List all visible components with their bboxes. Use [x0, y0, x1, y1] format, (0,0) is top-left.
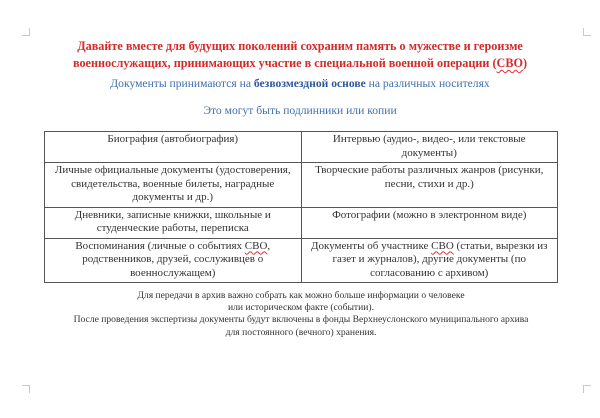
document-types-table [44, 131, 558, 283]
intro-emphasis: безвозмездной основе [253, 77, 366, 90]
table-row [45, 238, 558, 283]
footer-note [44, 290, 558, 339]
table-row [45, 163, 558, 208]
title-line-2-end: ) [522, 56, 528, 70]
intro-line-1-end: на различных носителях [365, 77, 490, 90]
table-cell-right: Фотографии (можно в электронном виде) [301, 207, 558, 238]
footer-line-4: для постоянного (вечного) хранения. [225, 326, 377, 338]
footer-line-1: Для передачи в архив важно собрать как можно больше информации о человеке [137, 290, 465, 301]
table-cell-right: Интервью (аудио-, видео-, или текстовые документы) [301, 132, 558, 163]
intro-line-2: Это могут быть подлинники или копии [203, 104, 397, 117]
table-cell-left: Дневники, записные книжки, школьные и студенческие работы, переписка [45, 207, 302, 238]
page-corner-mark-top-left [22, 28, 30, 36]
cell-text-end: , родственников, друзей, сослуживцев о военнослужащем) [82, 239, 271, 279]
title-line-1: Давайте вместе для будущих поколений сохраним память о мужестве и героизме [77, 39, 523, 53]
footer-line-2: или историческом факте (событии). [228, 302, 374, 314]
cell-abbr-svo[interactable]: СВО [244, 239, 268, 252]
table-cell-left: Биография (автобиография) [45, 132, 302, 163]
page-corner-mark-bottom-left [22, 385, 30, 393]
table-row [45, 132, 558, 163]
intro-line-1-start: Документы принимаются на [110, 77, 254, 90]
title-line-2-start: военнослужащих, принимающих участие в специальной военной операции ( [72, 56, 497, 70]
document-title [40, 38, 560, 72]
cell-text-end: (статьи, вырезки из газет и журналов), другие документы (по согласованию с архивом) [332, 239, 548, 279]
table-cell-left [45, 238, 302, 283]
table-cell-right: Творческие работы различных жанров (рисунки, песни, стихи и др.) [301, 163, 558, 208]
cell-abbr-svo[interactable]: СВО [431, 239, 454, 252]
cell-text-start: Документы об участнике [311, 239, 432, 252]
table-cell-right [301, 238, 558, 283]
footer-line-3: После проведения экспертизы документы будут включены в фонды Верхнеуслонского муниципального архива [73, 314, 529, 326]
table-cell-left: Личные официальные документы (удостоверения, свидетельства, военные билеты, наградные документы и др.) [45, 163, 302, 208]
cell-text-start: Воспоминания (личные о событиях [75, 239, 245, 252]
page-corner-mark-top-right [583, 28, 591, 36]
table-row [45, 207, 558, 238]
page-corner-mark-bottom-right [583, 385, 591, 393]
intro-line-1 [40, 76, 560, 91]
title-abbr-svo[interactable]: СВО [496, 56, 523, 70]
